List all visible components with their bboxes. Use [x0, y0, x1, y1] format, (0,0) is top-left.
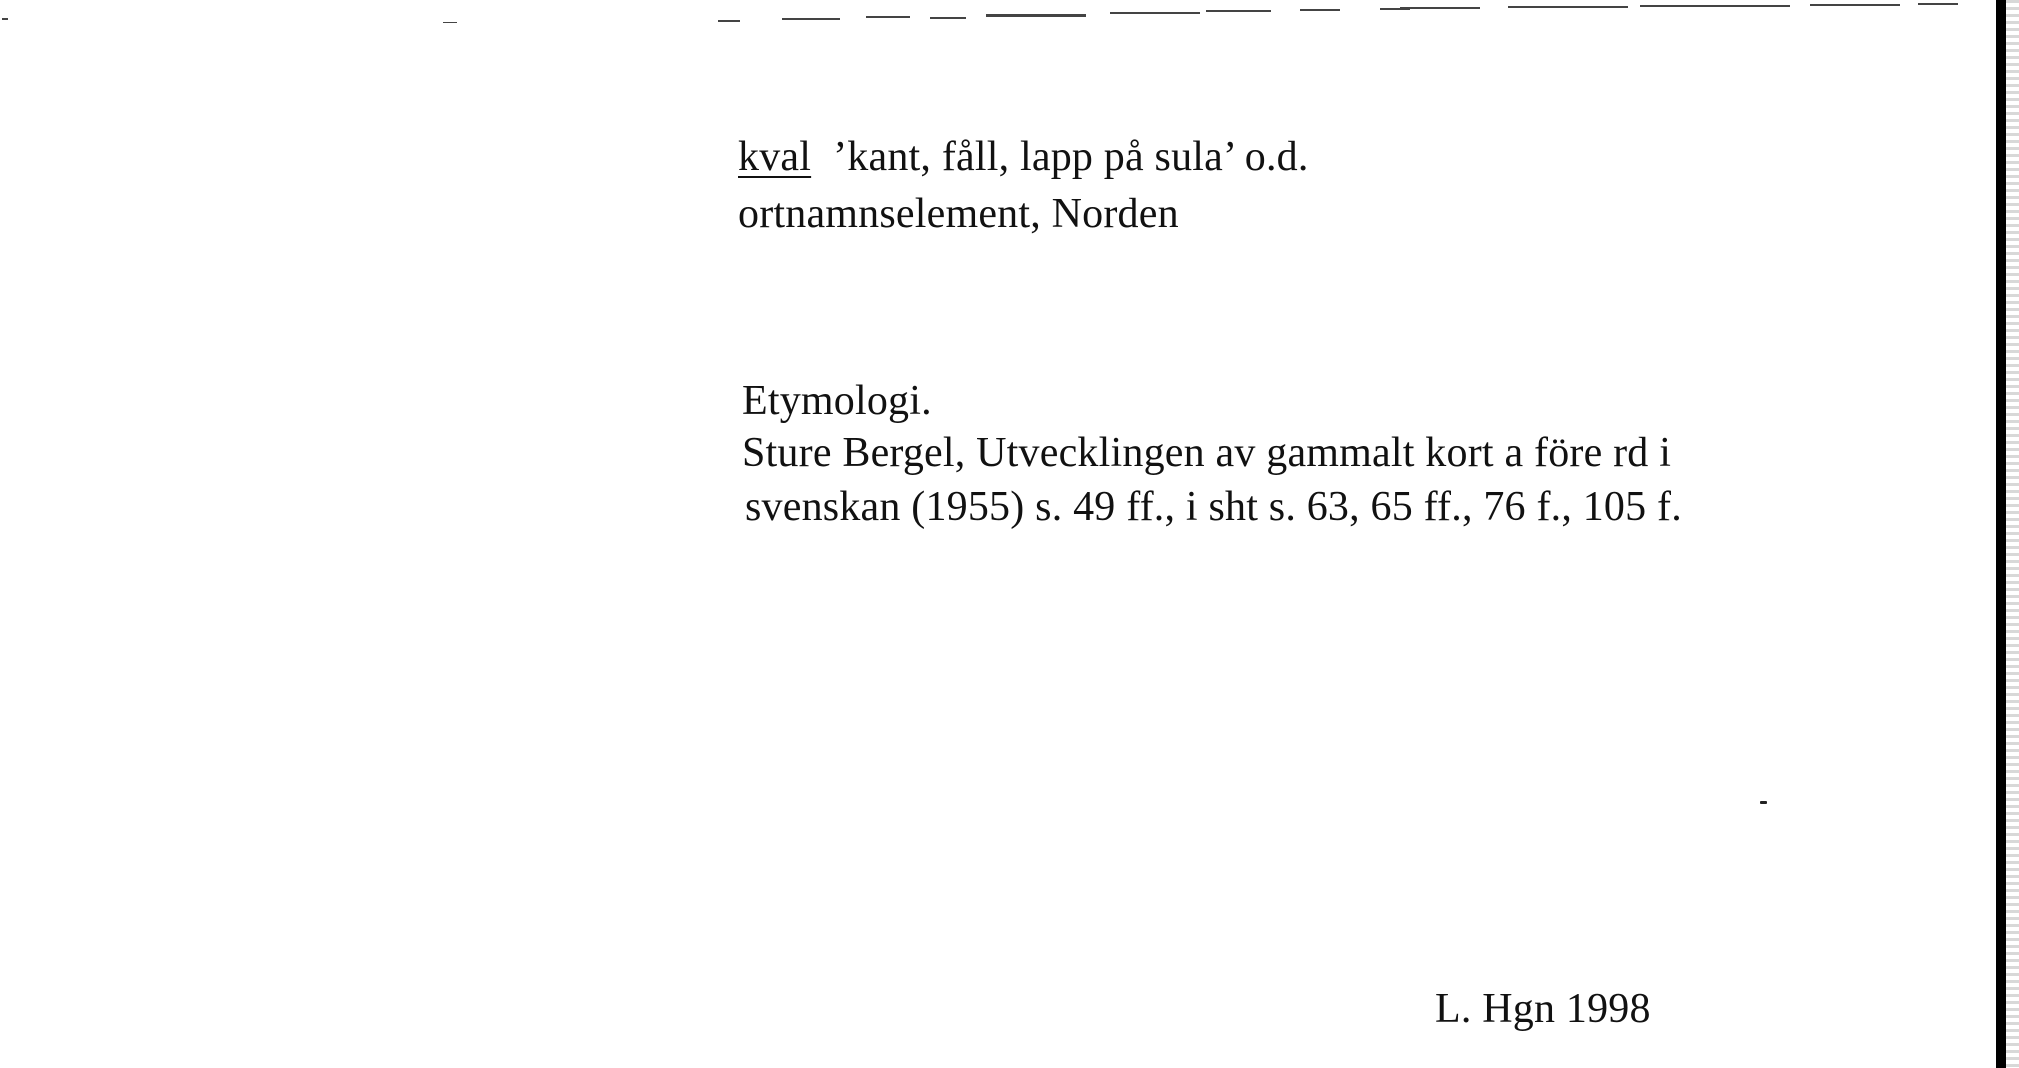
scan-top-edge-artifacts	[0, 0, 2019, 14]
card-right-border-shadow	[2006, 0, 2019, 1068]
ink-speck	[1760, 801, 1767, 804]
section-heading: Etymologi.	[742, 378, 932, 424]
reference-line-1: Sture Bergel, Utvecklingen av gammalt kort a före rd i	[742, 430, 1672, 476]
category-line: ortnamnselement, Norden	[738, 191, 1179, 237]
reference-line-2: svenskan (1955) s. 49 ff., i sht s. 63, 65 ff., 76 f., 105 f.	[745, 484, 1682, 530]
signature: L. Hgn 1998	[1435, 986, 1651, 1032]
entry-headline	[738, 136, 1309, 178]
headword: kval	[738, 134, 812, 180]
card-right-border	[1996, 0, 2006, 1068]
gloss: ’kant, fåll, lapp på sula’ o.d.	[833, 134, 1309, 180]
